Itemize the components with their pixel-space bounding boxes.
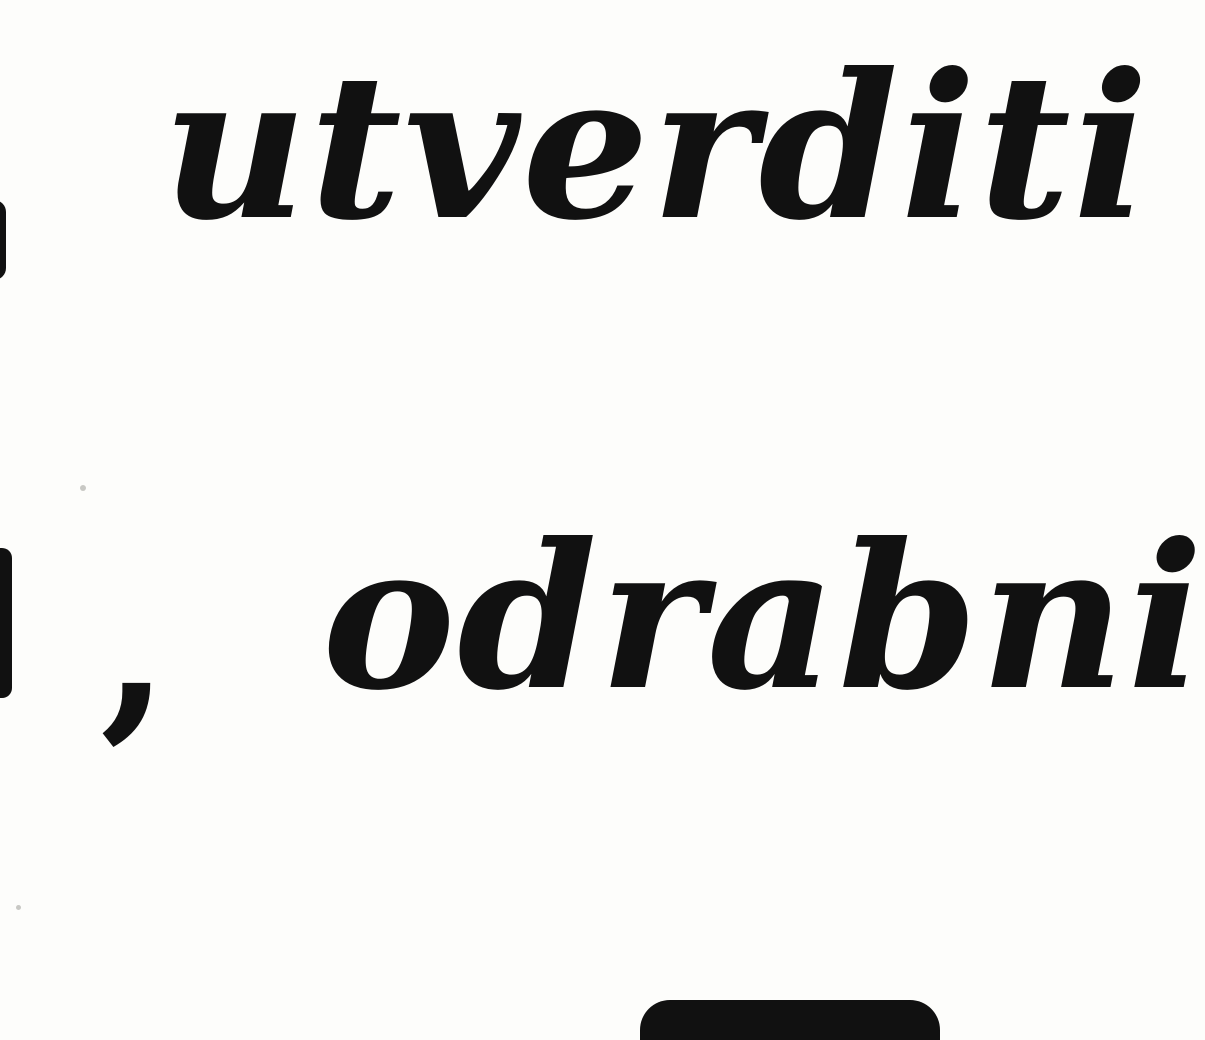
- text-line-1: utverditi: [162, 30, 1151, 265]
- text-line-2: odrabni: [322, 500, 1205, 735]
- comma: ,: [100, 527, 170, 762]
- cropped-glyph-fragment: [0, 200, 6, 280]
- paper-speck: [16, 905, 21, 910]
- paper-speck: [80, 485, 86, 491]
- cropped-glyph-fragment: [640, 1000, 940, 1040]
- cropped-glyph-fragment: [0, 548, 12, 698]
